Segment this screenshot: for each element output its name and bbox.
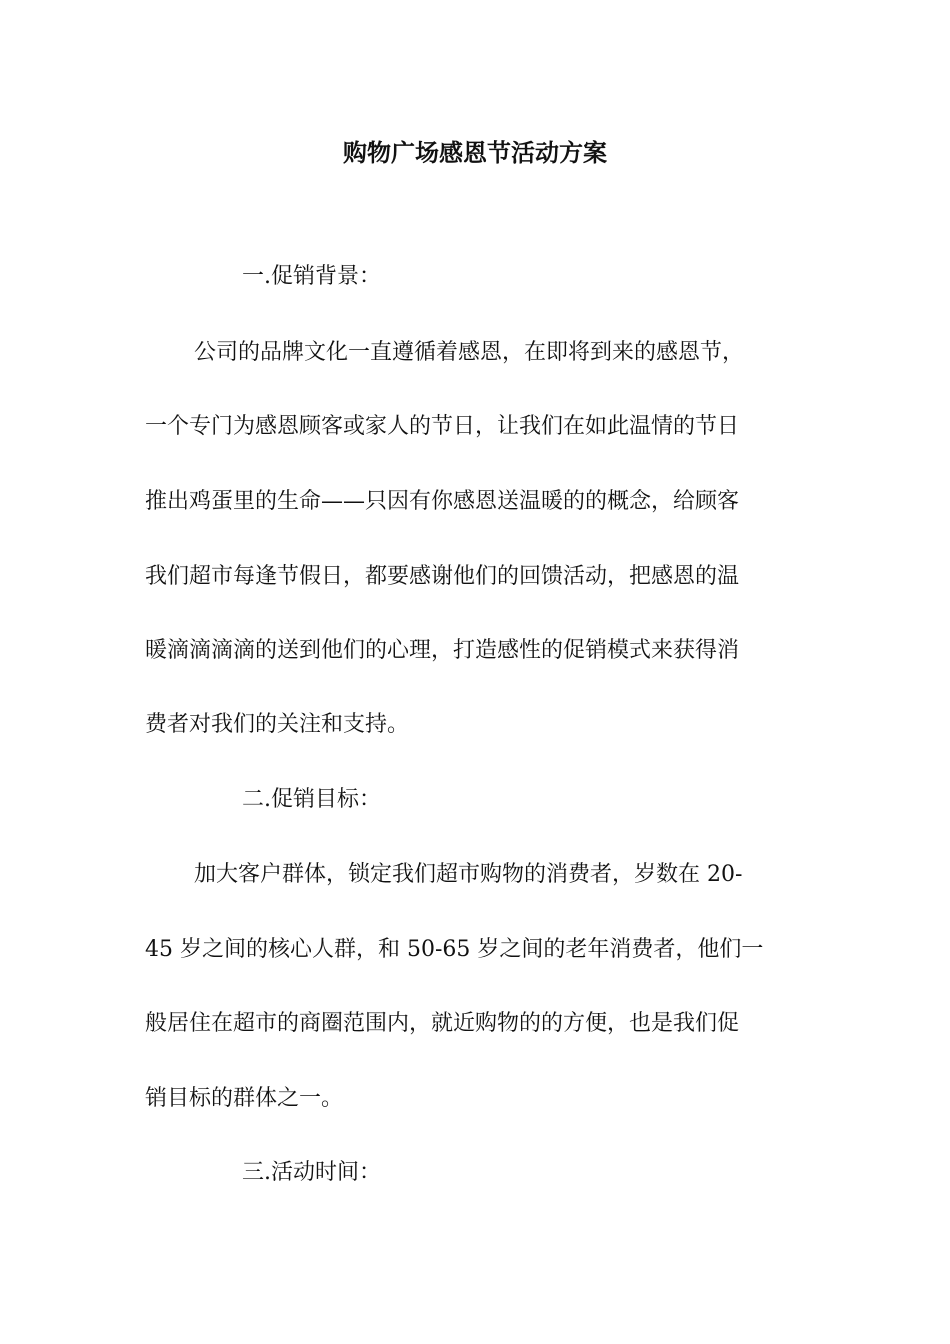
paragraph-line: 般居住在超市的商圈范围内，就近购物的的方便，也是我们促 <box>145 1011 740 1036</box>
document-title: 购物广场感恩节活动方案 <box>343 138 607 167</box>
section-heading-goal: 二.促销目标： <box>242 787 381 812</box>
paragraph-line: 公司的品牌文化一直遵循着感恩，在即将到来的感恩节， <box>194 340 745 365</box>
paragraph-line: 我们超市每逢节假日，都要感谢他们的回馈活动，把感恩的温 <box>145 564 740 589</box>
paragraph-line: 销目标的群体之一。 <box>145 1086 344 1111</box>
paragraph-line: 加大客户群体，锁定我们超市购物的消费者，岁数在 20- <box>194 862 743 887</box>
paragraph-line: 费者对我们的关注和支持。 <box>145 712 410 737</box>
paragraph-line: 一个专门为感恩顾客或家人的节日，让我们在如此温情的节日 <box>145 414 740 439</box>
paragraph-line: 45 岁之间的核心人群，和 50-65 岁之间的老年消费者，他们一 <box>145 937 764 962</box>
section-heading-time: 三.活动时间： <box>242 1160 381 1185</box>
paragraph-line: 暖滴滴滴滴的送到他们的心理，打造感性的促销模式来获得消 <box>145 638 740 663</box>
section-heading-background: 一.促销背景： <box>242 264 381 289</box>
paragraph-line: 推出鸡蛋里的生命——只因有你感恩送温暖的的概念，给顾客 <box>145 489 740 514</box>
